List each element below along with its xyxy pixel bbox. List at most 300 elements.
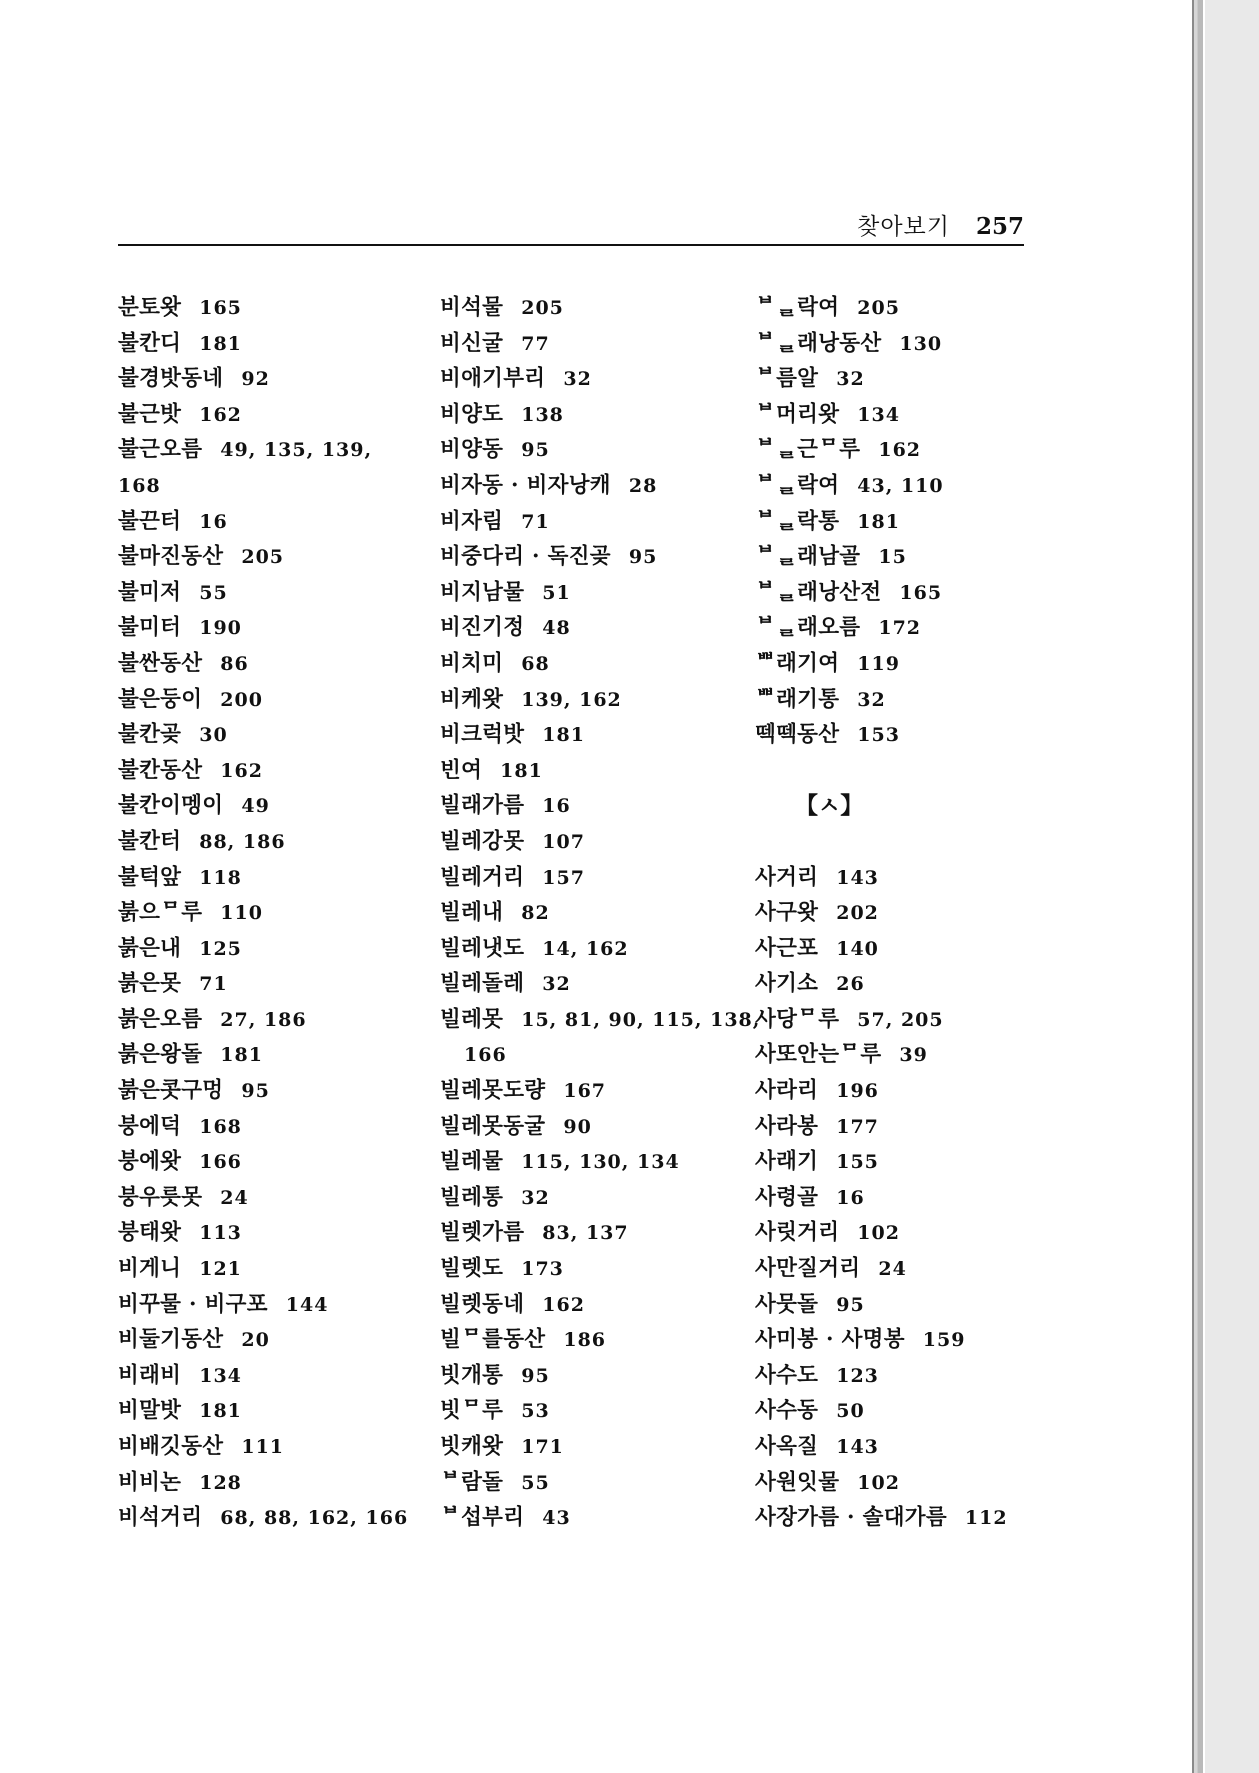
entry-term: ᄈ래기통 (755, 686, 840, 712)
entry-pages: 43 (542, 1507, 571, 1530)
entry-term: 불칸디 (118, 330, 182, 356)
index-entry (755, 1251, 1075, 1287)
index-entry (118, 1144, 438, 1180)
entry-pages: 200 (220, 688, 263, 711)
index-entry (118, 397, 438, 433)
blank-line (755, 824, 1075, 860)
index-entry (118, 895, 438, 931)
entry-pages: 48 (542, 617, 571, 640)
entry-pages: 162 (542, 1293, 585, 1316)
entry-pages: 30 (199, 724, 228, 747)
entry-term: 빌ᄆ를동산 (440, 1327, 546, 1353)
entry-pages: 165 (899, 581, 943, 604)
entry-pages: 83, 137 (542, 1222, 629, 1245)
entry-term: 붕우릇못 (118, 1184, 203, 1210)
entry-pages: 32 (563, 368, 592, 391)
index-entry (440, 966, 760, 1002)
index-entry (440, 1215, 760, 1251)
entry-term: 불경밧동네 (118, 366, 224, 392)
index-entry (755, 931, 1075, 967)
index-entry (755, 1109, 1075, 1145)
index-entry (440, 361, 760, 397)
entry-pages: 95 (241, 1080, 270, 1103)
entry-term: 비케왓 (440, 686, 504, 712)
entry-term: 사수도 (755, 1362, 819, 1388)
entry-pages: 143 (836, 866, 879, 889)
entry-pages: 102 (857, 1222, 900, 1245)
entry-pages: 32 (857, 688, 886, 711)
entry-pages: 177 (836, 1115, 879, 1138)
index-entry (118, 1109, 438, 1145)
index-entry (118, 290, 438, 326)
entry-pages: 171 (521, 1436, 564, 1458)
entry-term: ᄇᆯ락통 (755, 508, 840, 534)
index-entry (440, 824, 760, 860)
entry-pages: 28 (628, 474, 658, 497)
index-entry (755, 860, 1075, 896)
entry-term: 비비논 (118, 1469, 182, 1495)
entry-pages: 162 (220, 759, 263, 782)
entry-pages: 162 (199, 403, 242, 426)
index-entry (118, 539, 438, 575)
index-entry (118, 1251, 438, 1287)
index-entry (440, 717, 760, 753)
entry-term: 사당ᄆ루 (755, 1006, 840, 1032)
index-entry (440, 931, 760, 967)
entry-pages: 50 (836, 1400, 865, 1423)
entry-pages: 86 (220, 652, 249, 675)
index-entry (440, 432, 760, 468)
index-entry (118, 468, 438, 504)
entry-term: 빌렛가름 (440, 1220, 525, 1246)
entry-pages: 190 (199, 617, 242, 640)
entry-term: ᄈ래기여 (755, 650, 840, 676)
entry-term: 사장가름 · 솔대가름 (755, 1505, 947, 1531)
entry-term: 불턱앞 (118, 864, 182, 890)
entry-term: 빌레물 (440, 1149, 504, 1175)
entry-term: 사뭇돌 (755, 1291, 819, 1317)
entry-term: 비말밧 (118, 1398, 182, 1424)
index-entry (440, 1429, 760, 1465)
index-entry (755, 682, 1075, 718)
entry-term: 빌레강못 (440, 828, 525, 854)
index-entry (755, 326, 1075, 362)
entry-pages: 24 (220, 1186, 249, 1209)
viewer-margin (1205, 0, 1259, 1773)
entry-pages: 71 (521, 510, 550, 533)
entry-pages: 138 (521, 403, 564, 426)
entry-term: 사라리 (755, 1078, 819, 1104)
index-entry (440, 682, 760, 718)
entry-term: 비자림 (440, 508, 504, 534)
entry-term: 비크럭밧 (440, 722, 525, 748)
entry-term: 붉으ᄆ루 (118, 900, 203, 926)
entry-term: 불미터 (118, 615, 182, 641)
entry-pages: 128 (199, 1471, 242, 1494)
entry-pages: 88, 186 (199, 830, 286, 853)
header-title: 찾아보기 (857, 214, 950, 240)
entry-pages: 71 (199, 973, 228, 996)
index-entry (118, 1358, 438, 1394)
index-entry (755, 966, 1075, 1002)
entry-term: 불미저 (118, 579, 182, 605)
entry-pages: 172 (878, 617, 922, 640)
entry-term: 붕에덕 (118, 1113, 182, 1139)
entry-term: 사기소 (755, 971, 819, 997)
index-entry (755, 539, 1075, 575)
index-entry (440, 646, 760, 682)
index-entry (755, 1429, 1075, 1465)
entry-pages: 159 (922, 1329, 966, 1352)
entry-term: ᄇ름알 (755, 366, 819, 392)
entry-pages: 167 (563, 1080, 607, 1103)
index-entry (755, 717, 1075, 753)
entry-term: 사릿거리 (755, 1220, 840, 1246)
index-entry (440, 1073, 760, 1109)
entry-pages: 68, 88, 162, 166 (220, 1507, 409, 1530)
entry-pages: 173 (521, 1258, 564, 1281)
index-entry (440, 860, 760, 896)
index-entry (755, 1002, 1075, 1038)
index-entry (755, 1287, 1075, 1323)
index-entry (755, 432, 1075, 468)
index-entry (440, 1180, 760, 1216)
entry-pages: 157 (542, 866, 585, 889)
entry-term: 사래기 (755, 1149, 819, 1175)
entry-term: 붕태왓 (118, 1220, 182, 1246)
section-heading: 【ㅅ】 (795, 792, 864, 820)
entry-term: 불칸이멩이 (118, 793, 224, 819)
index-entry (755, 1180, 1075, 1216)
index-entry (755, 1322, 1075, 1358)
entry-term: 빗ᄆ루 (440, 1398, 504, 1424)
index-entry (755, 1144, 1075, 1180)
entry-term: 붕에왓 (118, 1149, 182, 1175)
entry-term: ᄇ머리왓 (755, 401, 840, 427)
entry-term: 비둘기동산 (118, 1327, 224, 1353)
entry-term: 붉은콧구멍 (118, 1078, 224, 1104)
entry-term: 빌레돌레 (440, 971, 525, 997)
entry-pages: 134 (199, 1364, 242, 1387)
entry-pages: 111 (241, 1436, 285, 1458)
entry-term: 비신굴 (440, 330, 504, 356)
entry-pages: 24 (878, 1258, 907, 1281)
entry-term: 붉은내 (118, 935, 182, 961)
entry-term: 비애기부리 (440, 366, 546, 392)
index-entry (755, 1037, 1075, 1073)
entry-term: 비석거리 (118, 1505, 203, 1531)
entry-pages: 110 (220, 902, 263, 925)
entry-term: 사만질거리 (755, 1256, 861, 1282)
entry-pages: 49, 135, 139, (220, 439, 373, 462)
index-entry (118, 1322, 438, 1358)
index-entry (755, 646, 1075, 682)
index-entry (118, 966, 438, 1002)
entry-term: 사수동 (755, 1398, 819, 1424)
entry-pages: 55 (199, 581, 228, 604)
entry-pages: 49 (241, 795, 270, 818)
entry-term: 빌레못동굴 (440, 1113, 546, 1139)
index-entry (440, 895, 760, 931)
index-entry (440, 788, 760, 824)
index-entry (755, 1500, 1075, 1536)
entry-pages: 181 (542, 724, 585, 747)
index-entry (118, 1215, 438, 1251)
entry-pages: 186 (563, 1329, 607, 1352)
index-entry (440, 1287, 760, 1323)
index-entry (118, 504, 438, 540)
entry-pages: 90 (563, 1115, 592, 1138)
entry-term: 떽떽동산 (755, 722, 840, 748)
entry-term: 붉은못 (118, 971, 182, 997)
entry-term: 비게니 (118, 1256, 182, 1282)
index-entry (440, 1465, 760, 1501)
index-entry (755, 504, 1075, 540)
index-entry (755, 1073, 1075, 1109)
index-entry (118, 860, 438, 896)
entry-pages: 202 (836, 902, 879, 925)
entry-pages: 121 (199, 1258, 242, 1281)
index-entry (440, 610, 760, 646)
entry-pages: 115, 130, 134 (521, 1151, 680, 1174)
entry-pages: 95 (521, 439, 550, 462)
entry-term: ᄇ섭부리 (440, 1505, 525, 1531)
entry-term: 사미봉 · 사명봉 (755, 1327, 905, 1353)
entry-term: 빌래가름 (440, 793, 525, 819)
entry-pages: 95 (836, 1293, 865, 1316)
index-entry (118, 1180, 438, 1216)
entry-term: 빌레냇도 (440, 935, 525, 961)
entry-pages: 14, 162 (542, 937, 629, 960)
entry-term: 빈여 (440, 757, 483, 783)
index-entry (118, 717, 438, 753)
entry-term: 불은둥이 (118, 686, 203, 712)
entry-pages: 196 (836, 1080, 879, 1103)
entry-pages: 181 (199, 1400, 242, 1423)
entry-pages: 32 (521, 1186, 550, 1209)
index-entry (440, 1500, 760, 1536)
entry-pages: 165 (199, 297, 242, 319)
entry-term: 사원잇물 (755, 1469, 840, 1495)
entry-pages: 15 (878, 546, 907, 569)
entry-term: 불싼동산 (118, 650, 203, 676)
index-entry (118, 1429, 438, 1465)
index-entry (118, 682, 438, 718)
entry-term: 비꾸물 · 비구포 (118, 1291, 268, 1317)
entry-pages: 139, 162 (521, 688, 622, 711)
entry-pages: 102 (857, 1471, 900, 1494)
entry-term: 비양동 (440, 437, 504, 463)
entry-pages: 119 (857, 652, 900, 675)
entry-term: 사거리 (755, 864, 819, 890)
entry-term: 빗캐왓 (440, 1434, 504, 1459)
index-entry (440, 1109, 760, 1145)
entry-term: 불근밧 (118, 401, 182, 427)
header-rule (118, 244, 1024, 246)
entry-term: 빌레내 (440, 900, 504, 926)
entry-pages: 113 (199, 1222, 242, 1245)
entry-term: 사구왓 (755, 900, 819, 926)
index-entry (118, 1073, 438, 1109)
entry-term: 빌렛동네 (440, 1291, 525, 1317)
entry-pages: 43, 110 (857, 474, 944, 497)
index-column-2 (440, 290, 760, 1536)
entry-term: 비치미 (440, 650, 504, 676)
entry-term: 빌레통 (440, 1184, 504, 1210)
index-entry (440, 397, 760, 433)
index-entry (118, 1002, 438, 1038)
entry-pages: 32 (542, 973, 571, 996)
index-entry (118, 1037, 438, 1073)
entry-pages: 153 (857, 724, 900, 747)
index-entry (755, 895, 1075, 931)
index-entry (118, 1465, 438, 1501)
entry-pages: 20 (241, 1329, 270, 1352)
entry-pages: 140 (836, 937, 879, 960)
running-header (118, 208, 1024, 248)
entry-term: 빗개통 (440, 1362, 504, 1388)
entry-term: 사라봉 (755, 1113, 819, 1139)
entry-term: 불근오름 (118, 437, 203, 463)
index-entry (440, 753, 760, 789)
index-entry (118, 1287, 438, 1323)
index-entry (440, 1393, 760, 1429)
entry-pages: 166 (199, 1151, 242, 1174)
entry-pages: 166 (464, 1044, 507, 1067)
entry-term: 불칸동산 (118, 757, 203, 783)
index-entry (440, 468, 760, 504)
entry-pages: 57, 205 (857, 1008, 944, 1031)
entry-term: 사근포 (755, 935, 819, 961)
entry-term: ᄇᆯ근ᄆ루 (755, 437, 861, 463)
index-entry (118, 753, 438, 789)
entry-pages: 16 (542, 795, 571, 818)
entry-pages: 205 (521, 297, 564, 319)
entry-pages: 134 (857, 403, 900, 426)
entry-term: ᄇᆯ락여 (755, 472, 840, 498)
entry-term: 비지남물 (440, 579, 525, 605)
entry-pages: 82 (521, 902, 550, 925)
entry-pages: 51 (542, 581, 571, 604)
index-entry (118, 931, 438, 967)
index-entry (440, 1322, 760, 1358)
entry-term: ᄇᆯ래낭산전 (755, 579, 882, 605)
entry-term: 불마진동산 (118, 544, 224, 570)
entry-term: ᄇᆯ락여 (755, 295, 840, 320)
page-number: 257 (975, 213, 1024, 240)
index-entry (118, 610, 438, 646)
index-entry (755, 1393, 1075, 1429)
entry-pages: 181 (199, 332, 242, 355)
entry-term: 사또안는ᄆ루 (755, 1042, 882, 1068)
entry-term: 빌렛도 (440, 1256, 504, 1282)
entry-pages: 181 (500, 759, 543, 782)
entry-pages: 32 (836, 368, 865, 391)
entry-term: 비배깃동산 (118, 1434, 224, 1459)
entry-pages: 16 (836, 1186, 865, 1209)
entry-pages: 15, 81, 90, 115, 138, (521, 1008, 761, 1031)
entry-term: 빌레거리 (440, 864, 525, 890)
index-entry (118, 1393, 438, 1429)
entry-pages: 92 (241, 368, 270, 391)
index-entry (118, 361, 438, 397)
entry-term: 불칸곶 (118, 722, 182, 748)
entry-pages: 118 (199, 866, 242, 889)
entry-term: 비자동 · 비자낭캐 (440, 472, 611, 498)
index-entry (118, 788, 438, 824)
entry-pages: 95 (521, 1364, 550, 1387)
index-entry (440, 1002, 760, 1038)
entry-term: 분토왓 (118, 295, 182, 320)
index-entry (440, 1251, 760, 1287)
entry-term: 비진기정 (440, 615, 525, 641)
entry-pages: 77 (521, 332, 550, 355)
entry-term: 빌레못도량 (440, 1078, 546, 1104)
index-entry (118, 824, 438, 860)
entry-pages: 168 (118, 474, 161, 497)
entry-pages: 155 (836, 1151, 879, 1174)
entry-pages: 39 (899, 1044, 928, 1067)
entry-pages: 162 (878, 439, 922, 462)
entry-pages: 205 (241, 546, 285, 569)
index-entry (755, 1465, 1075, 1501)
entry-term: ᄇᆯ래남골 (755, 544, 861, 570)
entry-term: 비래비 (118, 1362, 182, 1388)
entry-term: ᄇ람돌 (440, 1469, 504, 1495)
entry-term: 붉은오름 (118, 1006, 203, 1032)
index-entry (118, 646, 438, 682)
entry-pages: 143 (836, 1436, 879, 1458)
index-column-3 (755, 290, 1075, 1536)
index-entry (755, 1215, 1075, 1251)
entry-pages: 181 (220, 1044, 263, 1067)
entry-pages: 53 (521, 1400, 550, 1423)
entry-pages: 112 (964, 1507, 1008, 1530)
entry-pages: 95 (628, 546, 658, 569)
entry-term: 비중다리 · 독진곶 (440, 544, 611, 570)
entry-pages: 16 (199, 510, 228, 533)
index-entry (118, 432, 438, 468)
entry-term: 불끈터 (118, 508, 182, 534)
entry-term: 사옥질 (755, 1434, 819, 1459)
entry-pages: 68 (521, 652, 550, 675)
entry-term: ᄇᆯ래오름 (755, 615, 861, 641)
entry-term: ᄇᆯ래낭동산 (755, 330, 882, 356)
index-entry (440, 1037, 760, 1073)
entry-term: 비양도 (440, 401, 504, 427)
index-entry (440, 326, 760, 362)
index-entry (440, 539, 760, 575)
entry-pages: 205 (857, 297, 900, 319)
entry-pages: 123 (836, 1364, 879, 1387)
index-entry (755, 1358, 1075, 1394)
index-entry (755, 610, 1075, 646)
index-entry (118, 1500, 438, 1536)
entry-pages: 181 (857, 510, 900, 533)
entry-pages: 107 (542, 830, 585, 853)
entry-pages: 168 (199, 1115, 242, 1138)
index-entry (755, 361, 1075, 397)
entry-term: 붉은왕돌 (118, 1042, 203, 1068)
index-entry (440, 504, 760, 540)
index-entry (755, 468, 1075, 504)
entry-term: 사령골 (755, 1184, 819, 1210)
index-entry (755, 397, 1075, 433)
entry-pages: 55 (521, 1471, 550, 1494)
index-entry (118, 326, 438, 362)
blank-line (755, 753, 1075, 789)
entry-term: 비석물 (440, 295, 504, 320)
